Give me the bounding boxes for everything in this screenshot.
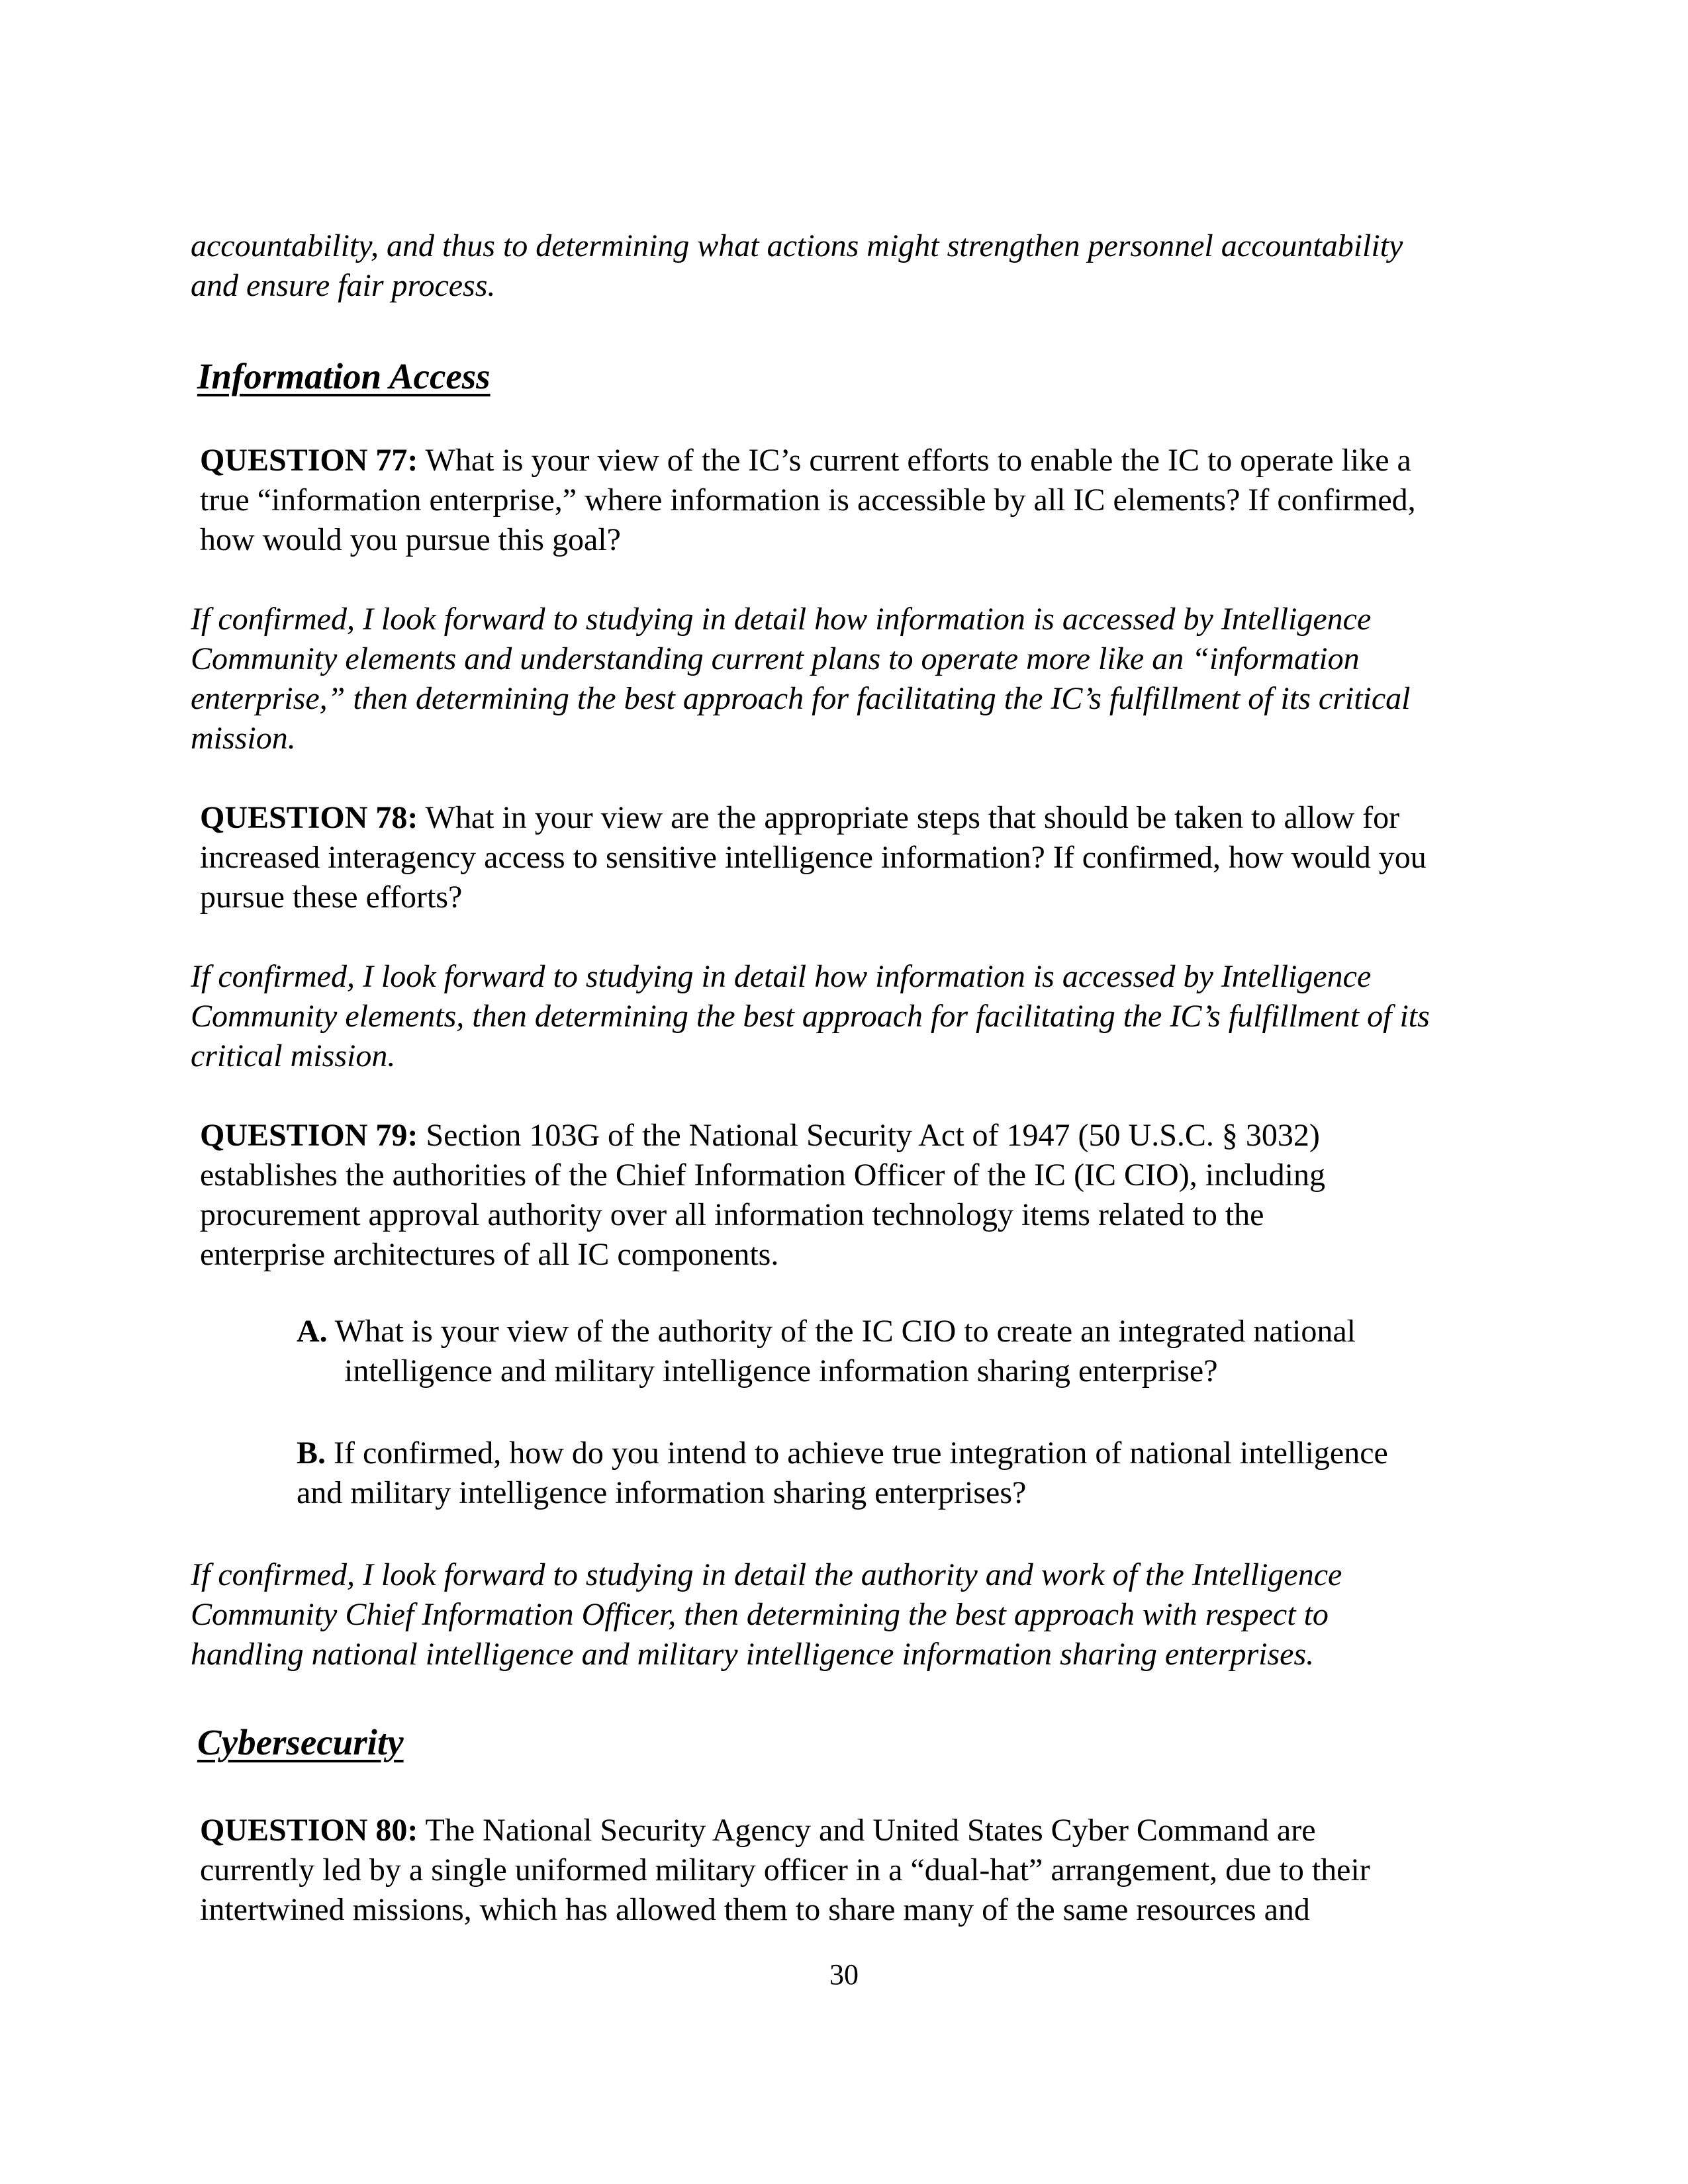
question-label: QUESTION 77: bbox=[200, 443, 418, 478]
answer-79 bbox=[191, 1555, 1515, 1674]
answer-line: accountability, and thus to determining what actions might strengthen personnel accountability bbox=[191, 228, 1403, 263]
question-80 bbox=[200, 1811, 1524, 1930]
question-79 bbox=[200, 1116, 1524, 1275]
subquestion-label: B. bbox=[297, 1435, 326, 1471]
question-line: increased interagency access to sensitive intelligence information? If confirmed, how would you bbox=[200, 840, 1427, 875]
question-line: intertwined missions, which has allowed them to share many of the same resources and bbox=[200, 1892, 1310, 1927]
question-79-part-b bbox=[297, 1433, 1620, 1513]
question-text: Section 103G of the National Security Act of 1947 (50 U.S.C. § 3032) bbox=[418, 1118, 1320, 1153]
question-text: The National Security Agency and United States Cyber Command are bbox=[418, 1813, 1316, 1848]
question-line: pursue these efforts? bbox=[200, 880, 463, 915]
question-line bbox=[200, 1811, 1524, 1850]
subquestion-line bbox=[297, 1433, 1620, 1473]
question-78 bbox=[200, 798, 1524, 917]
question-text: What is your view of the IC’s current efforts to enable the IC to operate like a bbox=[418, 443, 1411, 478]
subquestion-line bbox=[297, 1312, 1620, 1351]
subquestion-line: intelligence and military intelligence information sharing enterprise? bbox=[344, 1353, 1218, 1388]
question-line: establishes the authorities of the Chief Information Officer of the IC (IC CIO), including bbox=[200, 1158, 1326, 1193]
answer-line: handling national intelligence and military intelligence information sharing enterprises. bbox=[191, 1637, 1315, 1672]
question-line: enterprise architectures of all IC components. bbox=[200, 1237, 779, 1272]
answer-line: If confirmed, I look forward to studying in detail the authority and work of the Intelligence bbox=[191, 1557, 1342, 1592]
question-text: What in your view are the appropriate steps that should be taken to allow for bbox=[418, 800, 1400, 835]
answer-line: mission. bbox=[191, 721, 296, 756]
answer-line: enterprise,” then determining the best approach for facilitating the IC’s fulfillment of its critical bbox=[191, 681, 1411, 716]
question-79-part-a bbox=[297, 1312, 1620, 1391]
question-label: QUESTION 80: bbox=[200, 1813, 418, 1848]
question-line bbox=[200, 1116, 1524, 1156]
answer-line: Community Chief Information Officer, then determining the best approach with respect to bbox=[191, 1597, 1329, 1632]
intro-answer bbox=[191, 226, 1515, 306]
question-label: QUESTION 79: bbox=[200, 1118, 418, 1153]
question-line bbox=[200, 441, 1524, 480]
section-heading-information-access: Information Access bbox=[197, 356, 491, 396]
answer-line: critical mission. bbox=[191, 1038, 396, 1073]
answer-line: If confirmed, I look forward to studying in detail how information is accessed by Intelligence bbox=[191, 959, 1372, 994]
page-number: 30 bbox=[829, 1958, 859, 1991]
question-line: how would you pursue this goal? bbox=[200, 522, 621, 557]
answer-77 bbox=[191, 600, 1515, 758]
question-line bbox=[200, 798, 1524, 838]
answer-line: Community elements and understanding current plans to operate more like an “information bbox=[191, 641, 1360, 676]
question-label: QUESTION 78: bbox=[200, 800, 418, 835]
question-line: currently led by a single uniformed military officer in a “dual-hat” arrangement, due to their bbox=[200, 1852, 1370, 1888]
subquestion-text: What is your view of the authority of the IC CIO to create an integrated national bbox=[327, 1314, 1356, 1349]
subquestion-label: A. bbox=[297, 1314, 328, 1349]
question-line: procurement approval authority over all information technology items related to the bbox=[200, 1197, 1264, 1232]
section-heading-cybersecurity: Cybersecurity bbox=[197, 1722, 404, 1762]
question-77 bbox=[200, 441, 1524, 560]
question-line: true “information enterprise,” where information is accessible by all IC elements? If confirmed, bbox=[200, 482, 1416, 518]
subquestion-text: If confirmed, how do you intend to achieve true integration of national intelligence bbox=[326, 1435, 1388, 1471]
answer-line: Community elements, then determining the best approach for facilitating the IC’s fulfillment of its bbox=[191, 999, 1430, 1034]
answer-78 bbox=[191, 957, 1515, 1076]
answer-line: If confirmed, I look forward to studying in detail how information is accessed by Intelligence bbox=[191, 602, 1372, 637]
subquestion-line: and military intelligence information sharing enterprises? bbox=[297, 1475, 1027, 1510]
answer-line: and ensure fair process. bbox=[191, 268, 496, 303]
